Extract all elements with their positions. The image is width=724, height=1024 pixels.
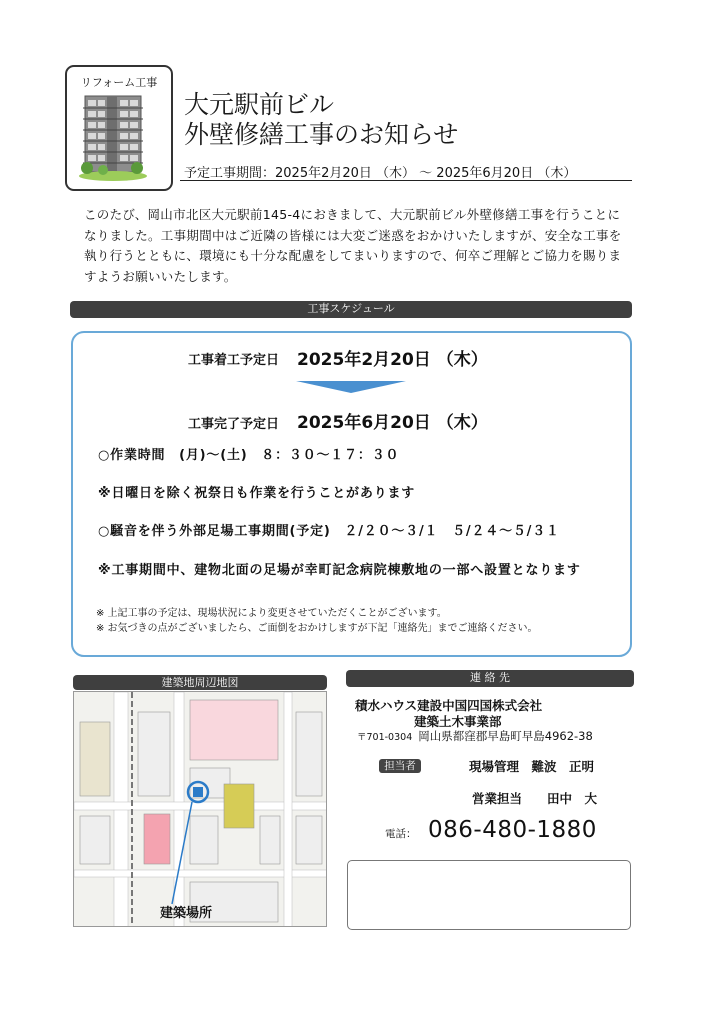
title-divider bbox=[180, 180, 632, 181]
phone-number[interactable]: 086-480-1880 bbox=[428, 817, 597, 843]
map-heading-bar: 建築地周辺地図 bbox=[73, 675, 327, 690]
department-name: 建築土木事業部 bbox=[414, 714, 502, 729]
company-address bbox=[357, 728, 593, 744]
page-title-line1: 大元駅前ビル bbox=[184, 90, 335, 119]
map-drawing bbox=[74, 692, 327, 927]
contact-heading-bar: 連 絡 先 bbox=[346, 670, 634, 687]
end-date-label: 工事完了予定日 bbox=[188, 417, 280, 432]
sales-rep: 営業担当 田中 大 bbox=[472, 791, 598, 806]
start-date-label: 工事着工予定日 bbox=[188, 353, 280, 368]
reform-logo bbox=[65, 65, 173, 191]
scaffold-location-note: ※工事期間中、建物北面の足場が幸町記念病院棟敷地の一部へ設置となります bbox=[98, 563, 581, 578]
work-hours: ○作業時間 (月)～(土) ８：３０～１７：３０ bbox=[98, 448, 400, 463]
holiday-note: ※日曜日を除く祝祭日も作業を行うことがあります bbox=[98, 486, 416, 501]
schedule-change-note: ※ 上記工事の予定は、現場状況により変更させていただくことがございます。 bbox=[96, 608, 447, 619]
person-in-charge-badge: 担当者 bbox=[379, 759, 421, 773]
blank-notes-box bbox=[347, 860, 631, 930]
page-title-line2: 外壁修繕工事のお知らせ bbox=[184, 120, 459, 149]
zip-code: 〒701-0304 bbox=[357, 732, 413, 743]
end-date: 2025年6月20日 （木） bbox=[297, 413, 488, 433]
down-arrow-icon bbox=[296, 380, 406, 394]
scaffold-period: ○騒音を伴う外部足場工事期間(予定) ２/２０～３/１ ５/２４～５/３１ bbox=[98, 524, 560, 539]
logo-label: リフォーム工事 bbox=[80, 76, 158, 89]
intro-paragraph: このたび、岡山市北区大元駅前145-4におきまして、大元駅前ビル外壁修繕工事を行うことになりました。工事期間中はご近隣の皆様には大変ご迷惑をおかけいたしますが、安全な工事を執り行うとともに、環境にも十分な配慮をしてまいりますので、何卒ご理解とご協力を賜りますようお願いいたします。 bbox=[84, 207, 622, 284]
address-text: 岡山県都窪郡早島町早島4962-38 bbox=[418, 729, 593, 743]
company-name: 積水ハウス建設中国四国株式会社 bbox=[355, 698, 543, 713]
schedule-heading-bar: 工事スケジュール bbox=[70, 301, 632, 318]
contact-request-note: ※ お気づきの点がございましたら、ご面倒をおかけしますが下記「連絡先」までご連絡ください。 bbox=[96, 623, 538, 634]
phone-label: 電話： bbox=[385, 828, 417, 840]
construction-period: 予定工事期間：2025年2月20日 （木） ～ 2025年6月20日 （木） bbox=[184, 166, 577, 181]
area-map bbox=[73, 691, 327, 927]
building-icon bbox=[79, 92, 159, 182]
start-date: 2025年2月20日 （木） bbox=[297, 350, 488, 370]
map-site-caption: 建築場所 bbox=[160, 906, 213, 921]
site-manager: 現場管理 難波 正明 bbox=[469, 759, 595, 774]
